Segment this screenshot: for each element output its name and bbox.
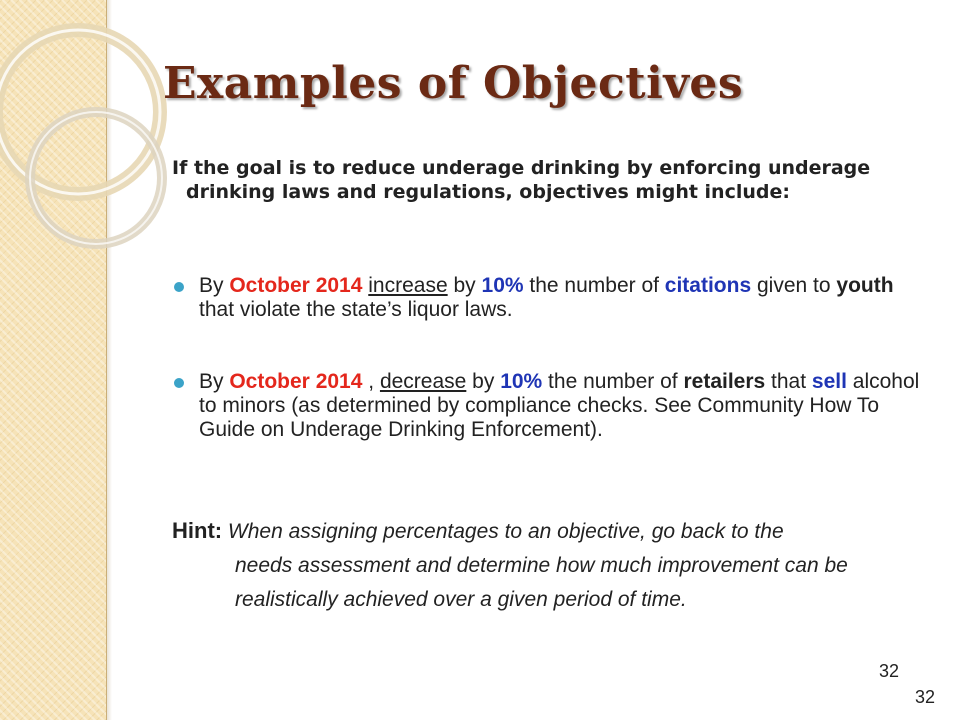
sidebar-shadow: [106, 0, 112, 720]
date-highlight: October 2014: [229, 370, 363, 393]
bullet-text: By October 2014 , decrease by 10% the number of retailers that sell alcohol to minors (as determined by compliance checks. See Community How To Guide on Underage Drinking Enforcement).: [199, 370, 920, 441]
percent-highlight: 10%: [500, 370, 543, 393]
hint-label: Hint:: [172, 518, 223, 543]
objective-bullet-2: [174, 370, 934, 442]
page-number-footer: 32: [915, 687, 936, 707]
action-word: increase: [368, 274, 448, 297]
bullet-icon: [174, 282, 184, 292]
who-highlight: youth: [836, 274, 894, 297]
percent-highlight: 10%: [481, 274, 524, 297]
bullet-text: By October 2014 increase by 10% the number of citations given to youth that violate the state’s liquor laws.: [199, 274, 894, 321]
target-highlight: retailers: [683, 370, 766, 393]
hint-line-2: needs assessment and determine how much improvement can be: [235, 554, 848, 577]
date-highlight: October 2014: [229, 274, 363, 297]
action-word: decrease: [379, 370, 467, 393]
decorative-sidebar: [0, 0, 107, 720]
hint-line-1: Hint: When assigning percentages to an objective, go back to the: [172, 518, 784, 543]
objective-bullet-1: [174, 274, 934, 322]
bullet-icon: [174, 378, 184, 388]
hint-line-3: realistically achieved over a given period of time.: [235, 588, 687, 611]
intro-paragraph: If the goal is to reduce underage drinking by enforcing underage drinking laws and regulations, objectives might include:: [172, 157, 871, 203]
slide-title: Examples of Objectives: [163, 58, 744, 109]
page-number: 32: [879, 661, 900, 681]
hint-block: [172, 514, 912, 617]
target-highlight: citations: [664, 274, 752, 297]
verb-highlight: sell: [811, 370, 847, 393]
